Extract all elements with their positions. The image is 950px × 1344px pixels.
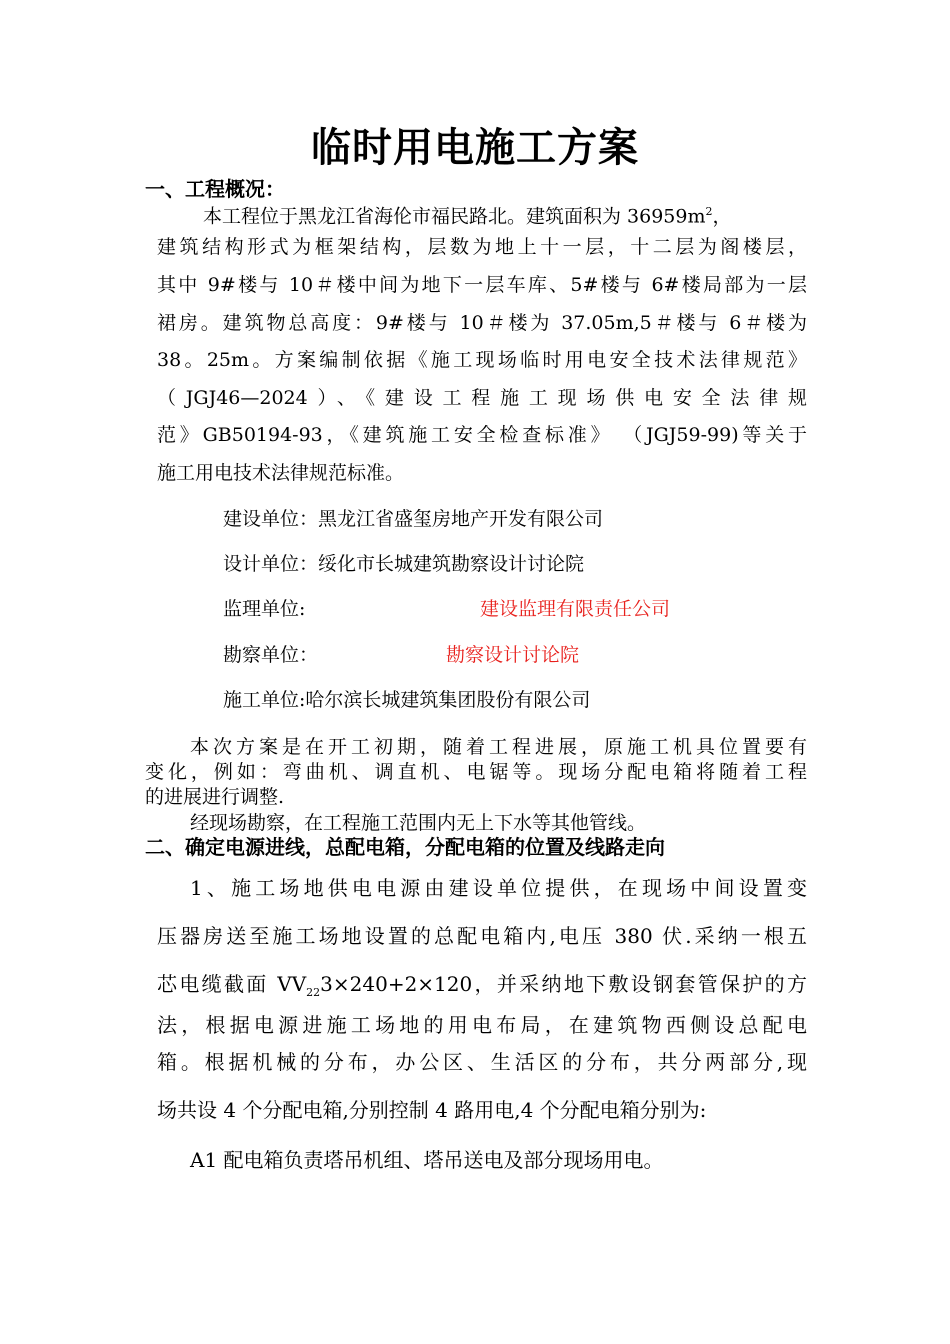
unit-row: [223, 642, 318, 668]
text-line: 裙房。建筑物总高度：9#楼与 10＃楼为 37.05m,5＃楼与 6＃楼为: [157, 312, 807, 334]
section-1-heading: 一、工程概况：: [145, 177, 285, 201]
unit-row: [223, 551, 584, 577]
text-line: 箱。根据机械的分布，办公区、生活区的分布，共分两部分,现: [157, 1050, 807, 1074]
unit-row: [223, 596, 305, 622]
unit-value-red: 建设监理有限责任公司: [480, 598, 671, 620]
text-line: 本工程位于黑龙江省海伦市福民路北。建筑面积为 $36959m^2$，: [203, 205, 732, 228]
text-line: 建筑结构形式为框架结构，层数为地上十一层，十二层为阁楼层，: [157, 236, 807, 258]
unit-value-red: 勘察设计讨论院: [446, 644, 580, 666]
text-line: 法，根据电源进施工场地的用电布局，在建筑物西侧设总配电: [157, 1013, 807, 1037]
section-2-heading: 二、确定电源进线，总配电箱，分配电箱的位置及线路走向: [145, 835, 665, 859]
text-line: A1 配电箱负责塔吊机组、塔吊送电及部分现场用电。: [190, 1148, 664, 1172]
text-line: 压器房送至施工场地设置的总配电箱内,电压 380 伏.采纳一根五: [157, 924, 807, 948]
unit-row: [223, 506, 603, 532]
unit-value: 绥化市长城建筑勘察设计讨论院: [318, 553, 585, 575]
note-line: 本次方案是在开工初期，随着工程进展，原施工机具位置要有: [190, 736, 807, 758]
text-line: （JGJ46—2024）、《建设工程施工现场供电安全法律规: [157, 387, 807, 409]
unit-label: 施工单位:: [223, 689, 306, 711]
text-line: 场共设 4 个分配电箱,分别控制 4 路用电,4 个分配电箱分别为:: [157, 1098, 707, 1122]
note-line: 的进展进行调整.: [145, 786, 285, 808]
text-line: 施工用电技术法律规范标准。: [157, 462, 405, 484]
text-line: 范》GB50194-93，《建筑施工安全检查标准》 （JGJ59-99)等关于: [157, 424, 807, 446]
unit-row: [223, 687, 590, 713]
text-line: 38。25m。方案编制依据《施工现场临时用电安全技术法律规范》: [157, 349, 807, 371]
unit-label: 勘察单位：: [223, 644, 319, 666]
unit-label: 设计单位：: [223, 553, 319, 575]
note-line: 经现场勘察，在工程施工范围内无上下水等其他管线。: [190, 812, 647, 834]
unit-label: 监理单位:: [223, 598, 306, 620]
unit-value: 黑龙江省盛玺房地产开发有限公司: [318, 508, 604, 530]
text-line: 芯电缆截面 $VV_{22}3\times 240+2\times 120$，并采纳地下敷设钢套管保护的方: [157, 972, 807, 999]
unit-value: 哈尔滨长城建筑集团股份有限公司: [305, 689, 591, 711]
document-title: 临时用电施工方案: [311, 125, 639, 171]
unit-label: 建设单位：: [223, 508, 319, 530]
text-line: 1、施工场地供电电源由建设单位提供，在现场中间设置变: [190, 876, 807, 900]
note-line: 变化，例如：弯曲机、调直机、电锯等。现场分配电箱将随着工程: [145, 761, 807, 783]
text-line: 其中 9#楼与 10＃楼中间为地下一层车库、5#楼与 6#楼局部为一层: [157, 274, 807, 296]
